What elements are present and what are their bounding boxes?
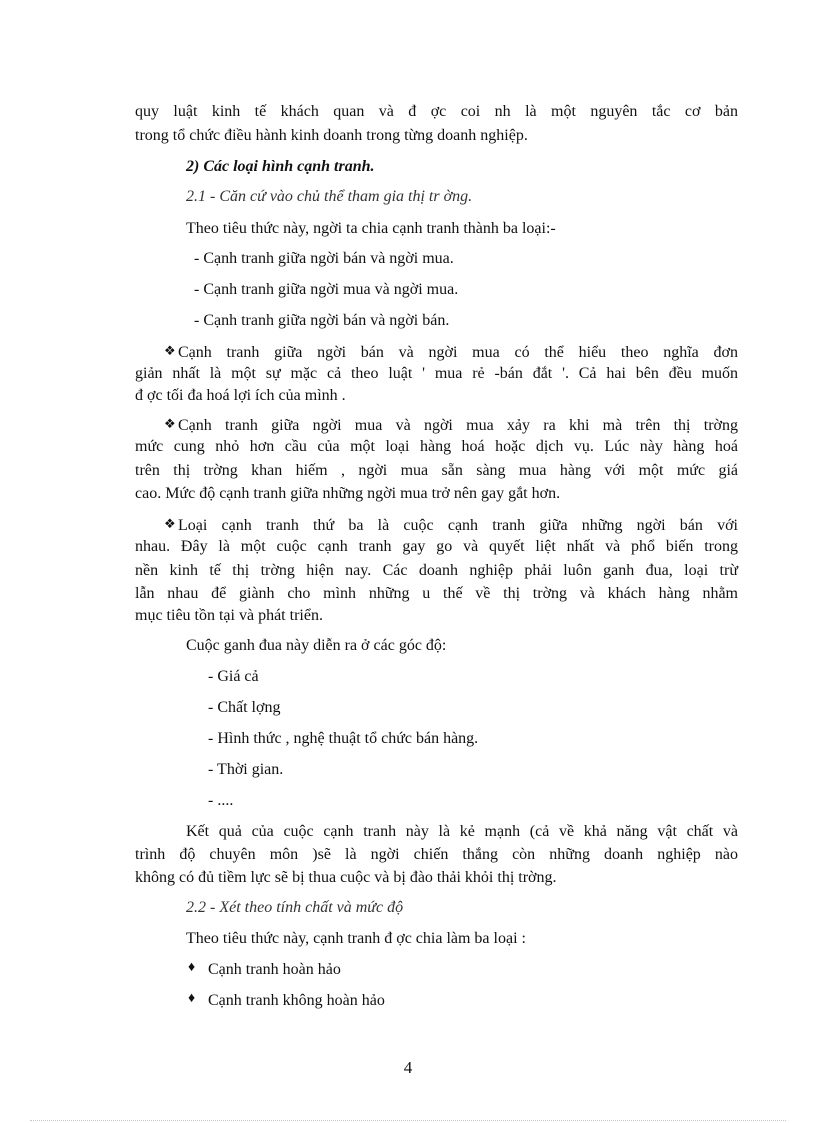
diamond-bullet-icon: ❖ [164, 416, 176, 431]
paragraph-text: Cạnh tranh giữa ngời mua và ngời mua xảy ra khi mà trên thị trờng [178, 417, 738, 434]
paragraph-text: Loại cạnh tranh thứ ba là cuộc cạnh tranh giữa những ngời bán với [178, 517, 738, 534]
paragraph-line [164, 341, 738, 363]
paragraph-line [164, 414, 738, 436]
paragraph-line: trong tổ chức điều hành kinh doanh trong từng doanh nghiệp. [135, 127, 528, 144]
list-item: - .... [208, 792, 234, 809]
list-item: - Cạnh tranh giữa ngời bán và ngời bán. [194, 312, 450, 329]
diamond-bullet-icon: ❖ [164, 343, 176, 358]
paragraph-text: Cạnh tranh giữa ngời bán và ngời mua có thể hiểu theo nghĩa đơn [178, 344, 738, 361]
list-item: - Chất lợng [208, 699, 281, 716]
intro-line: Theo tiêu thức này, ngời ta chia cạnh tranh thành ba loại:- [186, 220, 556, 237]
paragraph-line: mục tiêu tồn tại và phát triển. [135, 607, 323, 624]
list-item: - Giá cả [208, 668, 259, 685]
paragraph-line: không có đủ tiềm lực sẽ bị thua cuộc và bị đào thải khỏi thị trờng. [135, 869, 557, 886]
list-item: - Hình thức , nghệ thuật tổ chức bán hàng. [208, 730, 479, 747]
intro-line: Cuộc ganh đua này diễn ra ở các góc độ: [186, 637, 447, 654]
diamond-bullet-icon: ♦ [188, 960, 196, 975]
list-item: - Cạnh tranh giữa ngời bán và ngời mua. [194, 250, 454, 267]
paragraph-line: quy luật kinh tế khách quan và đ ợc coi nh là một nguyên tắc cơ bản [135, 103, 738, 120]
paragraph-line: Kết quả của cuộc cạnh tranh này là kẻ mạnh (cả về khả năng vật chất và [186, 823, 738, 840]
subsection-heading: 2.1 - Căn cứ vào chủ thể tham gia thị tr ờng. [186, 188, 473, 205]
subsection-heading: 2.2 - Xét theo tính chất và mức độ [186, 899, 404, 916]
list-item-text: Cạnh tranh không hoàn hảo [208, 992, 385, 1009]
page-number: 4 [403, 1058, 413, 1077]
list-item: - Cạnh tranh giữa ngời mua và ngời mua. [194, 281, 459, 298]
list-item [188, 989, 385, 1011]
paragraph-line [164, 514, 738, 536]
paragraph-line: đ ợc tối đa hoá lợi ích của mình . [135, 387, 346, 404]
page-border-divider [30, 1120, 786, 1121]
paragraph-line: mức cung nhỏ hơn cầu của một loại hàng hoá hoặc dịch vụ. Lúc này hàng hoá [135, 438, 738, 455]
list-item [188, 958, 341, 980]
paragraph-line: trên thị trờng khan hiếm , ngời mua sẵn sàng mua hàng với một mức giá [135, 462, 738, 479]
paragraph-line: trình độ chuyên môn )sẽ là ngời chiến thắng còn những doanh nghiệp nào [135, 846, 738, 863]
intro-line: Theo tiêu thức này, cạnh tranh đ ợc chia làm ba loại : [186, 930, 526, 947]
section-heading: 2) Các loại hình cạnh tranh. [186, 158, 375, 175]
paragraph-line: lẫn nhau để giành cho mình những u thế về thị trờng và khách hàng nhằm [135, 585, 738, 602]
list-item-text: Cạnh tranh hoàn hảo [208, 961, 341, 978]
paragraph-line: giản nhất là một sự mặc cả theo luật ' mua rẻ -bán đắt '. Cả hai bên đều muốn [135, 365, 738, 382]
diamond-bullet-icon: ♦ [188, 991, 196, 1006]
paragraph-line: cao. Mức độ cạnh tranh giữa những ngời mua trở nên gay gắt hơn. [135, 485, 561, 502]
list-item: - Thời gian. [208, 761, 284, 778]
paragraph-line: nền kinh tế thị trờng hiện nay. Các doanh nghiệp phải luôn ganh đua, loại trừ [135, 562, 738, 579]
paragraph-line: nhau. Đây là một cuộc cạnh tranh gay go và quyết liệt nhất và phổ biến trong [135, 538, 738, 555]
diamond-bullet-icon: ❖ [164, 516, 176, 531]
